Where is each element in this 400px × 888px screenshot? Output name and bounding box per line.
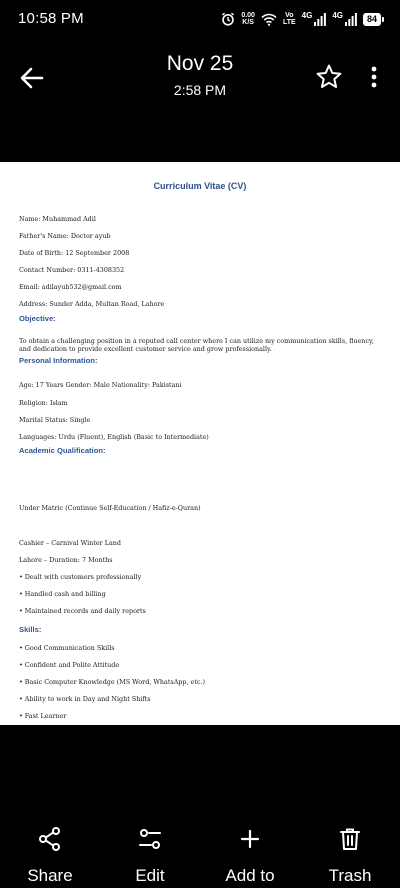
share-button[interactable] — [0, 810, 100, 888]
job-title-line: Cashier – Carnival Winter Land — [19, 539, 121, 547]
share-label: Share — [27, 866, 73, 885]
battery-tip — [382, 17, 384, 22]
doc-name-line: Name: Muhammad Adil — [19, 215, 96, 223]
job-duty-1: • Dealt with customers professionally — [19, 573, 142, 581]
job-duty-2: • Handled cash and billing — [19, 590, 106, 598]
status-bar — [0, 0, 400, 40]
doc-dob-line: Date of Birth: 12 September 2008 — [19, 249, 130, 257]
volte-indicator — [283, 12, 296, 26]
add-to-label: Add to — [225, 866, 275, 885]
more-vertical-icon[interactable] — [364, 62, 384, 92]
personal-info-heading: Personal Information: — [19, 356, 98, 365]
skill-item-5: • Fast Learner — [19, 712, 67, 720]
signal-icon-2 — [345, 13, 357, 26]
photo-time: 2:58 PM — [173, 82, 227, 98]
battery-indicator — [363, 13, 384, 26]
trash-icon — [337, 826, 363, 852]
signal-icon-1 — [314, 13, 326, 26]
volte-bottom: LTE — [282, 19, 296, 26]
trash-label: Trash — [328, 866, 372, 885]
photo-date: Nov 25 — [166, 52, 234, 75]
battery-level: 84 — [363, 13, 381, 26]
skills-heading: Skills: — [19, 625, 42, 634]
doc-address-line: Address: Sunder Adda, Multan Road, Lahore — [19, 300, 165, 308]
net-speed-indicator — [241, 12, 255, 26]
edit-button[interactable] — [100, 810, 200, 888]
plus-icon — [237, 826, 263, 852]
net-speed-value: 0.00 — [241, 12, 255, 19]
share-icon — [37, 826, 63, 852]
religion-line: Religion: Islam — [19, 399, 68, 407]
job-location-line: Lahore – Duration: 7 Months — [19, 556, 113, 564]
document-image[interactable] — [0, 162, 400, 725]
signal-label-1: 4G — [301, 10, 313, 20]
signal-label-2: 4G — [332, 10, 343, 20]
personal-info-line: Age: 17 Years Gender: Male Nationality: Pakistani — [19, 381, 182, 389]
skill-item-3: • Basic Computer Knowledge (MS Word, WhatsApp, etc.) — [19, 678, 206, 686]
wifi-icon — [261, 13, 277, 26]
skill-item-1: • Good Communication Skills — [19, 644, 115, 652]
job-duty-3: • Maintained records and daily reports — [19, 607, 146, 615]
skill-item-2: • Confident and Polite Attitude — [19, 661, 120, 669]
edit-label: Edit — [135, 866, 165, 885]
bottom-action-bar — [0, 810, 400, 888]
trash-button[interactable] — [300, 810, 400, 888]
alarm-icon — [221, 12, 235, 26]
skill-item-4: • Ability to work in Day and Night Shifts — [19, 695, 151, 703]
star-icon[interactable] — [314, 62, 344, 92]
status-time: 10:58 PM — [18, 10, 84, 27]
app-bar — [0, 40, 400, 160]
objective-heading: Objective: — [19, 314, 56, 323]
status-icons — [221, 9, 384, 29]
add-to-button[interactable] — [200, 810, 300, 888]
doc-father-line: Father's Name: Doctor ayub — [19, 232, 111, 240]
doc-email-line: Email: adilayub532@gmail.com — [19, 283, 122, 291]
document-title: Curriculum Vitae (CV) — [153, 181, 247, 191]
academic-line: Under Matric (Continue Self-Education / Hafiz-e-Quran) — [19, 504, 201, 512]
edit-sliders-icon — [137, 826, 163, 852]
doc-contact-line: Contact Number: 0311-4308352 — [19, 266, 125, 274]
languages-line: Languages: Urdu (Fluent), English (Basic to Intermediate) — [19, 433, 209, 441]
marital-line: Marital Status: Single — [19, 416, 91, 424]
objective-text: To obtain a challenging position in a reputed call center where I can utilize my communication skills, fluency, and dedication to provide excellent customer service and grow professionally. — [19, 337, 374, 353]
net-speed-unit: K/S — [242, 19, 254, 26]
volte-top: Vo — [285, 12, 294, 19]
academic-heading: Academic Qualification: — [19, 446, 106, 455]
